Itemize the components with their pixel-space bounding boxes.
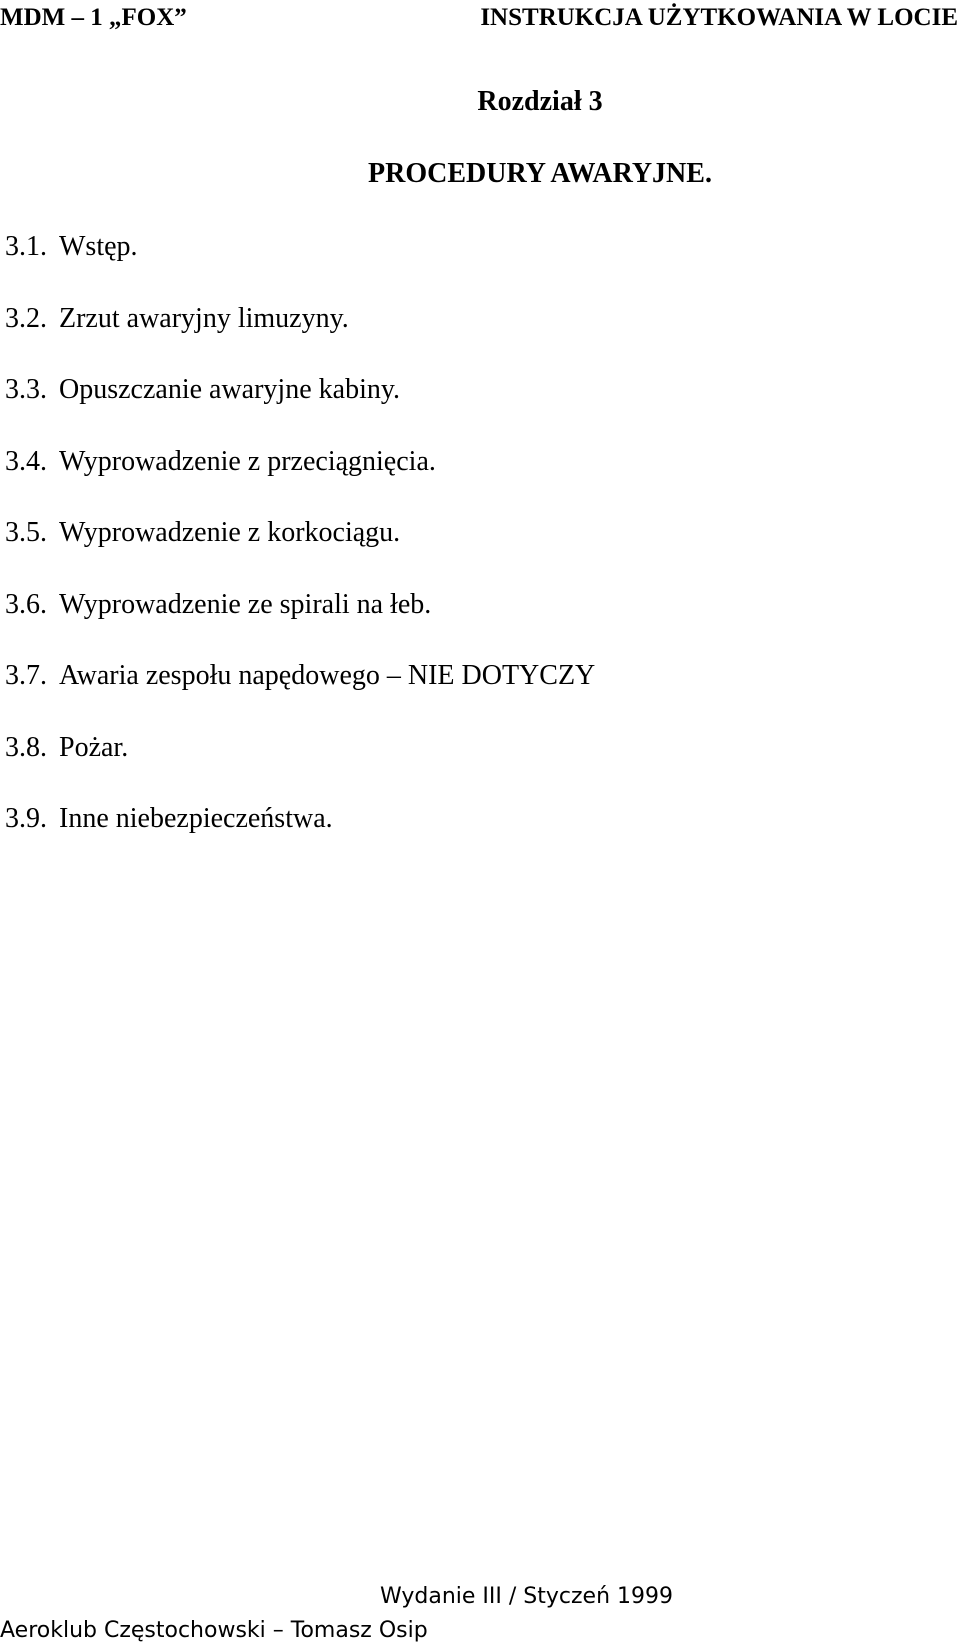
toc-item-number: 3.9. (5, 803, 47, 834)
toc-item (5, 659, 595, 693)
header-doc-id: MDM – 1 „FOX” (0, 4, 187, 31)
header-doc-title: INSTRUKCJA UŻYTKOWANIA W LOCIE (480, 4, 958, 31)
toc-item (5, 588, 595, 622)
toc-item-number: 3.6. (5, 588, 47, 620)
toc-item-title: Awaria zespołu napędowego – NIE DOTYCZY (59, 660, 596, 691)
toc-item-title: Zrzut awaryjny limuzyny. (59, 302, 349, 334)
chapter-title: PROCEDURY AWARYJNE. (368, 158, 712, 189)
toc-item-number: 3.2. (5, 302, 47, 334)
toc-item (5, 516, 595, 550)
toc-item-number: 3.8. (5, 731, 47, 763)
toc-item-title: Wstęp. (59, 231, 138, 262)
toc-item-number: 3.3. (5, 374, 47, 405)
toc-item (5, 445, 595, 479)
toc-item-number: 3.5. (5, 517, 47, 548)
toc-item-number: 3.4. (5, 445, 47, 477)
chapter-number: Rozdział 3 (477, 86, 603, 117)
toc-item-number: 3.7. (5, 660, 47, 691)
toc-item-title: Wyprowadzenie z przeciągnięcia. (59, 445, 436, 477)
toc-item (5, 230, 595, 264)
toc-item-title: Wyprowadzenie ze spirali na łeb. (59, 588, 432, 620)
toc-item (5, 731, 595, 765)
table-of-contents (5, 230, 595, 874)
footer-edition: Wydanie III / Styczeń 1999 (380, 1584, 673, 1609)
toc-item (5, 802, 595, 836)
toc-item-title: Inne niebezpieczeństwa. (59, 803, 333, 834)
footer-author: Aeroklub Częstochowski – Tomasz Osip (0, 1618, 428, 1643)
toc-item (5, 373, 595, 407)
toc-item-title: Pożar. (59, 731, 129, 763)
toc-item-title: Opuszczanie awaryjne kabiny. (59, 374, 401, 405)
toc-item-number: 3.1. (5, 231, 47, 262)
toc-item-title: Wyprowadzenie z korkociągu. (59, 517, 401, 548)
toc-item (5, 302, 595, 336)
